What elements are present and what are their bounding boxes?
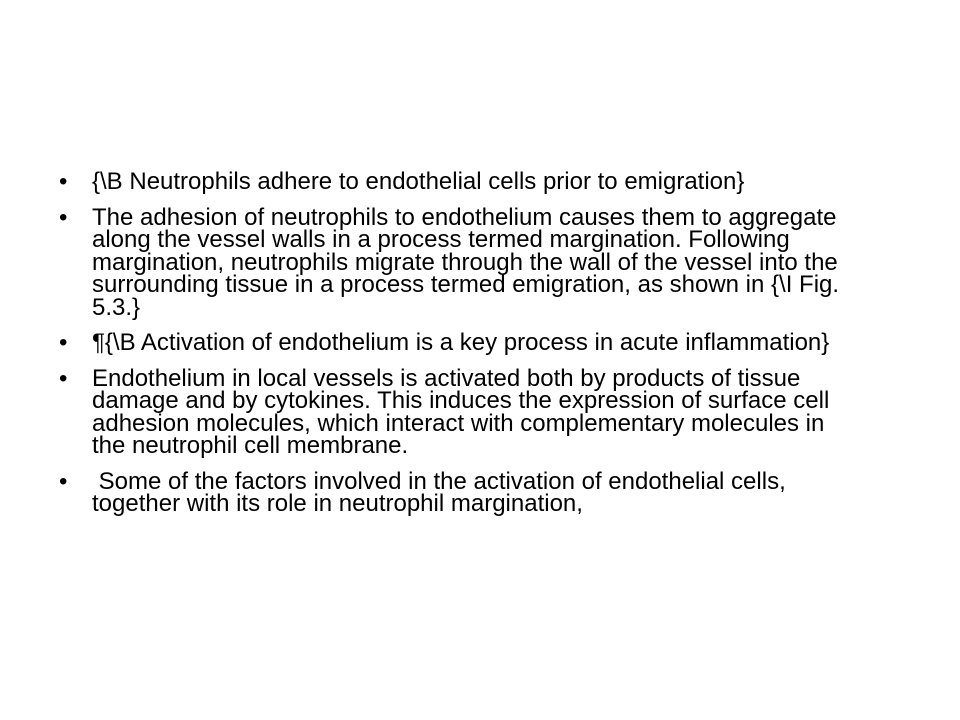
bullet-item <box>59 329 859 356</box>
bullet-item <box>59 168 859 195</box>
bullet-text: Some of the factors involved in the activation of endothelial cells, together with its role in neutrophil margination, <box>92 467 793 517</box>
bullet-list <box>59 168 859 529</box>
bullet-item <box>59 364 859 459</box>
bullet-icon: • <box>59 329 68 356</box>
bullet-text: {\B Neutrophils adhere to endothelial cells prior to emigration} <box>92 168 745 195</box>
bullet-icon: • <box>59 168 68 195</box>
bullet-icon: • <box>59 364 68 392</box>
bullet-text: Endothelium in local vessels is activated both by products of tissue damage and by cytokines. This induces the expression of surface cell adhesion molecules, which interact with complementary molecules in the neutrophil cell membrane. <box>92 364 836 459</box>
bullet-item <box>59 203 859 321</box>
bullet-item <box>59 467 859 517</box>
bullet-text: ¶{\B Activation of endothelium is a key process in acute inflammation} <box>92 329 830 356</box>
bullet-icon: • <box>59 203 68 231</box>
bullet-icon: • <box>59 467 68 495</box>
bullet-text: The adhesion of neutrophils to endothelium causes them to aggregate along the vessel walls in a process termed margination. Following margination, neutrophils migrate through the wall of the vessel into the surrounding tissue in a process termed emigration, as shown in {\I Fig. 5.3.} <box>92 203 846 321</box>
